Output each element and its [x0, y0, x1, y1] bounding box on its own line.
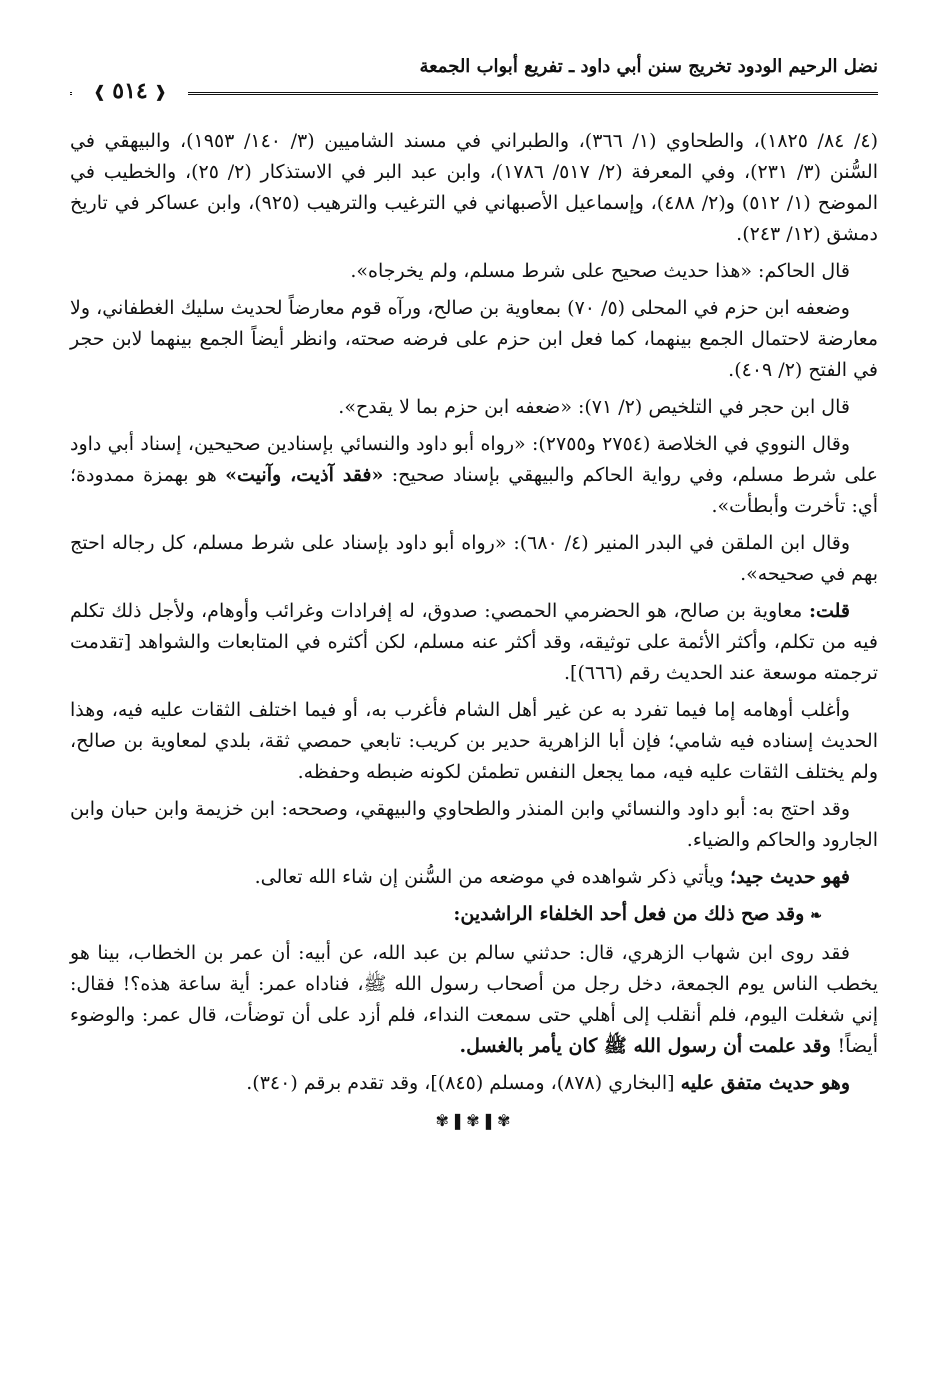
- section-heading: [70, 899, 878, 932]
- paragraph: [70, 429, 878, 522]
- header-rule: [70, 92, 878, 95]
- section-end-ornament-icon: ✾❚✾❚✾: [435, 1111, 513, 1130]
- book-page: [70, 50, 878, 1350]
- paragraph: [70, 528, 878, 590]
- paragraph: [70, 392, 878, 423]
- paragraph-text: قال الحاكم: «هذا حديث صحيح على شرط مسلم، ولم يخرجاه».: [350, 260, 850, 282]
- paragraph: [70, 695, 878, 788]
- page-number: ٥١٤: [112, 78, 148, 104]
- scroll-ornament-icon: ❰: [153, 81, 168, 101]
- paragraph-text: (٤/ ٨٤/ ١٨٢٥)، والطحاوي (١/ ٣٦٦)، والطبراني في مسند الشاميين (٣/ ١٤٠/ ١٩٥٣)، والبيهقي في السُّنن (٣/ ٢٣١)، وفي المعرفة (٢/ ٥١٧/ ١٧٨٦)، وابن عبد البر في الاستذكار (٢/ ٢٥)، والخطيب في الموضح (١/ ٥١٢) و(٢/ ٤٨٨)، وإسماعيل الأصبهاني في الترغيب والترهيب (٩٢٥)، وابن عساكر في تاريخ دمشق (١٢/ ٢٤٣).: [70, 130, 879, 245]
- page-header: [70, 50, 878, 104]
- scroll-ornament-icon: ❱: [92, 81, 107, 101]
- paragraph: [70, 256, 878, 287]
- paragraph-text: ويأتي ذكر شواهده في موضعه من السُّنن إن شاء الله تعالى.: [254, 866, 730, 888]
- quoted-phrase: «فقد آذيت، وآنيت»: [225, 464, 384, 486]
- paragraph: [70, 794, 878, 856]
- paragraph: [70, 938, 878, 1062]
- paragraph-lead: فهو حديث جيد؛: [729, 866, 850, 888]
- paragraph-lead: وهو حديث متفق عليه: [680, 1072, 850, 1094]
- paragraph-text: وضعفه ابن حزم في المحلى (٥/ ٧٠) بمعاوية بن صالح، ورآه قوم معارضاً لحديث سليك الغطفاني، ولا معارضة لاحتمال الجمع بينهما، كما فعل ابن حزم على فرضه صحته، وانظر أيضاً الجمع بينهما لابن حجر في الفتح (٢/ ٤٠٩).: [70, 297, 878, 381]
- paragraph: [70, 293, 878, 386]
- paragraph-text: [البخاري (٨٧٨)، ومسلم (٨٤٥)]، وقد تقدم برقم (٣٤٠).: [246, 1072, 681, 1094]
- paragraph: [70, 1068, 878, 1099]
- page-number-badge: [72, 72, 188, 110]
- paragraph-text: وقد احتج به: أبو داود والنسائي وابن المنذر والطحاوي والبيهقي، وصححه: ابن خزيمة وابن حبان وابن الجارود والحاكم والضياء.: [70, 798, 878, 851]
- paragraph: [70, 862, 878, 893]
- paragraph-tail: هو بهمزة ممدودة؛ أي: تأخرت وأبطأت».: [70, 464, 878, 517]
- leaf-bullet-icon: ❧: [810, 908, 822, 924]
- page-body: [70, 126, 878, 1136]
- paragraph: [70, 126, 878, 250]
- paragraph-text: وقال ابن الملقن في البدر المنير (٤/ ٦٨٠): «رواه أبو داود بإسناد على شرط مسلم، كل رجاله احتج بهم في صحيحه».: [70, 532, 878, 585]
- hadith-quote: وقد علمت أن رسول الله ﷺ كان يأمر بالغسل.: [459, 1035, 838, 1057]
- paragraph-lead: قلت:: [808, 600, 850, 622]
- paragraph-text: فقد روى ابن شهاب الزهري، قال: حدثني سالم بن عبد الله، عن أبيه: أن عمر بن الخطاب، بينا هو يخطب الناس يوم الجمعة، دخل رجل من أصحاب رسول الله ﷺ، فناداه عمر: أية ساعة هذه؟! فقال: إني شغلت اليوم، فلم أنقلب إلى أهلي حتى سمعت النداء، فلم أزد على أن توضأت، قال عمر: والوضوء أيضاً!: [70, 942, 878, 1057]
- paragraph-text: قال ابن حجر في التلخيص (٢/ ٧١): «ضعفه ابن حزم بما لا يقدح».: [338, 396, 850, 418]
- paragraph-text: وقال النووي في الخلاصة (٢٧٥٤ و٢٧٥٥): «رواه أبو داود والنسائي بإسنادين صحيحين، إسناد أبي داود على شرط مسلم، وفي رواية الحاكم والبيهقي بإسناد صحيح:: [70, 433, 879, 486]
- paragraph-text: وأغلب أوهامه إما فيما تفرد به عن غير أهل الشام فأغرب به، أو فيما اختلف الثقات عليه فيه، وهذا الحديث إسناده فيه شامي؛ فإن أبا الزاهرية حدير بن كريب: تابعي حمصي ثقة، بلدي لمعاوية بن صالح، ولم يختلف الثقات عليه فيه، مما يجعل النفس تطمئن لكونه ضبطه وحفظه.: [70, 699, 878, 783]
- section-heading-text: وقد صح ذلك من فعل أحد الخلفاء الراشدين:: [453, 903, 805, 925]
- paragraph-text: معاوية بن صالح، هو الحضرمي الحمصي: صدوق، له إفرادات وغرائب وأوهام، ولأجل ذلك تكلم فيه من تكلم، وأكثر الأئمة على توثيقه، وقد أكثر عنه مسلم، لكن أكثره في المتابعات والشواهد [تقدمت ترجمته موسعة عند الحديث رقم (٦٦٦)].: [70, 600, 878, 684]
- paragraph: [70, 596, 878, 689]
- running-title: نضل الرحيم الودود تخريج سنن أبي داود ـ تفريع أبواب الجمعة: [419, 56, 878, 77]
